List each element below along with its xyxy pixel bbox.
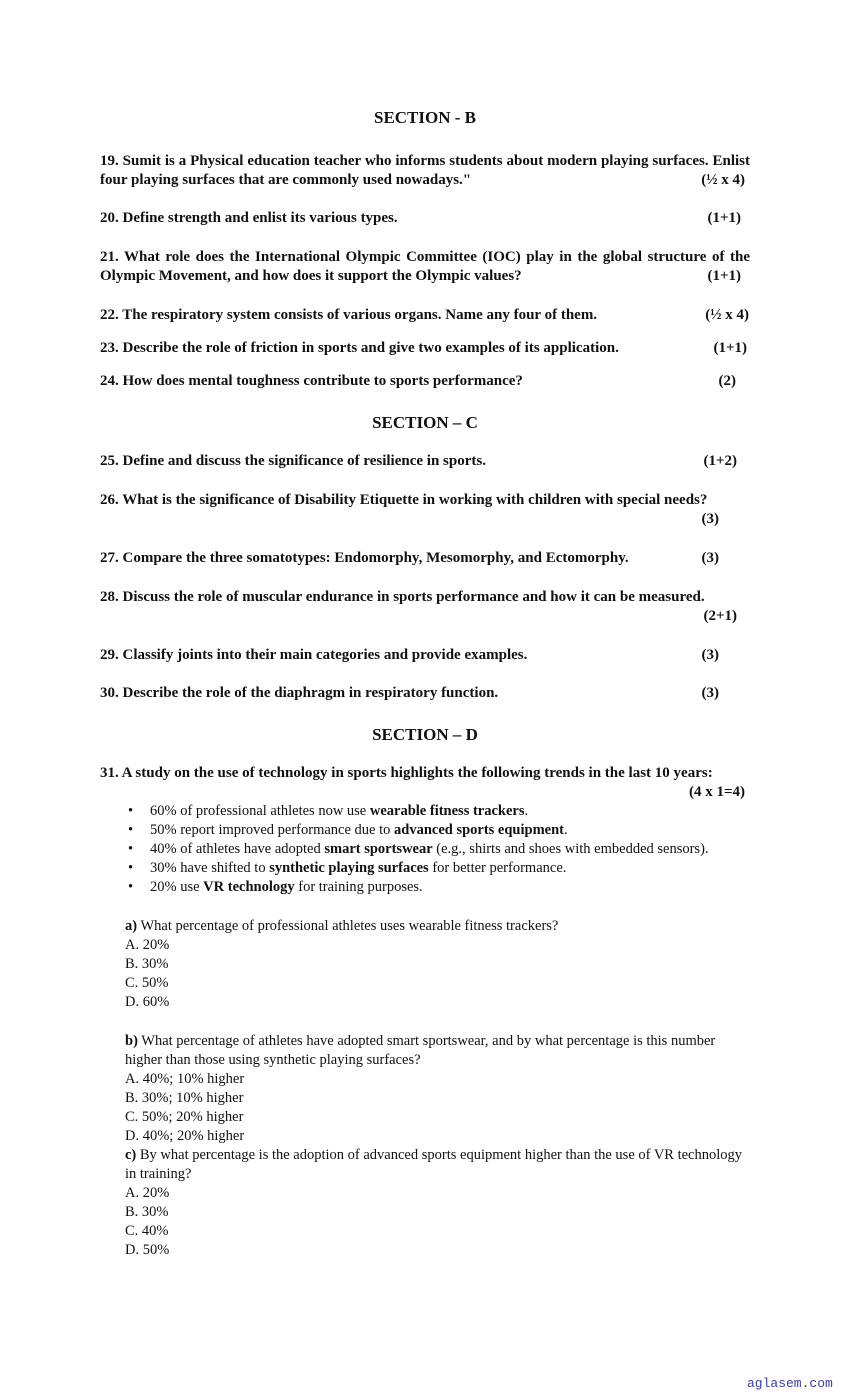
bullet-icon: • (128, 822, 134, 838)
question-marks: (3) (701, 550, 719, 566)
question-marks: (2+1) (703, 608, 737, 624)
question-19 (100, 152, 750, 190)
bullet-item: • 60% of professional athletes now use wearable fitness trackers. (128, 803, 529, 819)
question-28 (100, 588, 750, 626)
question-marks: (½ x 4) (701, 172, 745, 188)
option: D. 60% (125, 994, 170, 1010)
option: A. 20% (125, 937, 170, 953)
option: B. 30% (125, 1204, 169, 1220)
question-marks: (1+2) (703, 453, 737, 469)
bullet-item: • 20% use VR technology for training purposes. (128, 879, 423, 895)
question-26 (100, 491, 750, 529)
question-marks: (3) (701, 511, 719, 527)
subquestion-a: a) What percentage of professional athletes uses wearable fitness trackers? (125, 918, 559, 934)
question-text: 30. Describe the role of the diaphragm in respiratory function. (100, 685, 499, 701)
question-text: 22. The respiratory system consists of various organs. Name any four of them. (100, 307, 598, 323)
section-b-heading: SECTION - B (373, 108, 477, 127)
question-25 (100, 452, 750, 471)
option: A. 20% (125, 1185, 170, 1201)
question-text: 26. What is the significance of Disability Etiquette in working with children with special needs? (100, 492, 708, 508)
question-marks: (2) (718, 373, 736, 389)
question-text: 20. Define strength and enlist its various types. (100, 210, 398, 226)
question-text: 27. Compare the three somatotypes: Endomorphy, Mesomorphy, and Ectomorphy. (100, 550, 629, 566)
option: D. 50% (125, 1242, 170, 1258)
bullet-icon: • (128, 841, 134, 857)
bullet-item: • 50% report improved performance due to advanced sports equipment. (128, 822, 568, 838)
question-text: 23. Describe the role of friction in sports and give two examples of its application. (100, 340, 619, 356)
document-page (100, 108, 750, 1260)
question-text: 25. Define and discuss the significance of resilience in sports. (100, 453, 486, 469)
question-marks: (1+1) (713, 340, 747, 356)
subquestion-c: c) By what percentage is the adoption of advanced sports equipment higher than the use of VR technology in training? (125, 1147, 743, 1182)
watermark: aglasem.com (747, 1376, 833, 1391)
question-text: 19. Sumit is a Physical education teacher who informs students about modern playing surfaces. Enlist four playing surfaces that are commonly used nowadays." (100, 153, 750, 188)
section-d-heading: SECTION – D (372, 725, 478, 744)
question-text: 29. Classify joints into their main categories and provide examples. (100, 647, 528, 663)
bullet-icon: • (128, 803, 134, 819)
option: B. 30% (125, 956, 169, 972)
option: C. 50%; 20% higher (125, 1109, 244, 1125)
bullet-icon: • (128, 860, 134, 876)
question-marks: (½ x 4) (705, 307, 749, 323)
question-30 (100, 684, 750, 703)
bullet-item: • 40% of athletes have adopted smart sportswear (e.g., shirts and shoes with embedded sensors). (128, 841, 709, 857)
section-c-heading: SECTION – C (372, 413, 478, 432)
question-31 (100, 764, 750, 802)
option: A. 40%; 10% higher (125, 1071, 245, 1087)
question-marks: (1+1) (707, 268, 741, 284)
option: C. 50% (125, 975, 169, 991)
option: C. 40% (125, 1223, 169, 1239)
question-marks: (1+1) (707, 210, 741, 226)
bullet-icon: • (128, 879, 134, 895)
question-24 (100, 372, 750, 391)
question-marks: (4 x 1=4) (688, 784, 745, 800)
question-text: 21. What role does the International Olympic Committee (IOC) play in the global structure of the Olympic Movement, and how does it support the Olympic values? (100, 249, 750, 284)
question-marks: (3) (701, 647, 719, 663)
subquestion-b: b) What percentage of athletes have adopted smart sportswear, and by what percentage is this number higher than those using synthetic playing surfaces? (125, 1033, 716, 1068)
question-29 (100, 646, 750, 665)
question-27 (100, 549, 750, 568)
question-21 (100, 248, 750, 286)
question-text: 31. A study on the use of technology in sports highlights the following trends in the last 10 years: (100, 765, 713, 781)
question-20 (100, 209, 750, 228)
option: B. 30%; 10% higher (125, 1090, 244, 1106)
question-text: 28. Discuss the role of muscular endurance in sports performance and how it can be measured. (100, 589, 705, 605)
question-marks: (3) (701, 685, 719, 701)
option: D. 40%; 20% higher (125, 1128, 245, 1144)
question-23 (100, 339, 750, 358)
bullet-item: • 30% have shifted to synthetic playing surfaces for better performance. (128, 860, 567, 876)
question-22 (100, 306, 750, 325)
question-text: 24. How does mental toughness contribute to sports performance? (100, 373, 523, 389)
